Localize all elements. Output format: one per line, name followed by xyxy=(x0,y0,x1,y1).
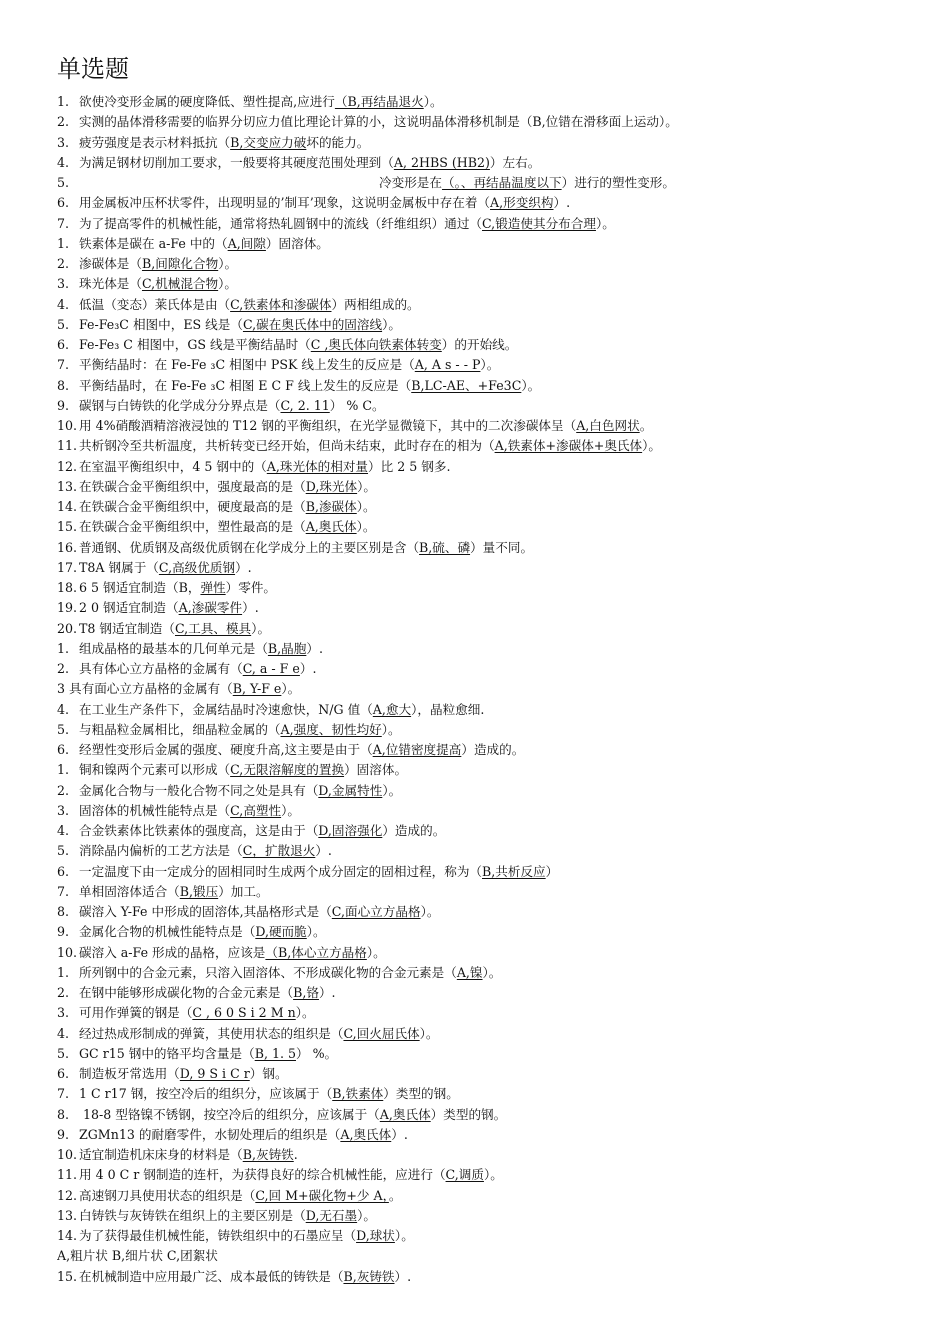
question-text-end: ）。 xyxy=(356,499,376,514)
question-line xyxy=(57,295,937,315)
answer-text: A,镍 xyxy=(456,964,483,980)
question-line xyxy=(57,517,937,537)
answer-text: A,间隙 xyxy=(227,235,266,251)
answer-text: C,无限溶解度的置换 xyxy=(230,762,345,778)
question-number: 1. xyxy=(57,762,70,778)
question-line xyxy=(57,801,937,821)
question-line xyxy=(57,1165,937,1185)
answer-text: A,形变织构 xyxy=(490,195,554,211)
question-text-end: ）. xyxy=(306,640,323,656)
question-text: 碳溶入 Y-Fe 中形成的固溶体,其晶格形式是（ xyxy=(79,904,332,919)
answer-text: B,硫、磷 xyxy=(419,539,471,555)
question-text-end: ）. xyxy=(318,985,336,1000)
question-line xyxy=(57,1267,937,1287)
question-text: 疲劳强度是表示材料抵抗（ xyxy=(79,134,231,150)
question-text-end: ）。 xyxy=(251,620,271,636)
question-number: 10. xyxy=(57,418,78,433)
question-line xyxy=(57,922,937,942)
question-number: 2. xyxy=(57,782,70,798)
question-line xyxy=(57,760,937,780)
question-line xyxy=(57,639,937,659)
question-line xyxy=(57,740,937,760)
question-text: 合金铁素体比铁素体的强度高，这是由于（ xyxy=(79,823,319,838)
question-text: 碳溶入 a-Fe 形成的晶格，应该是 xyxy=(79,944,266,960)
question-number: 9. xyxy=(57,1126,70,1142)
answer-text: A,位错密度提高 xyxy=(372,742,462,757)
answer-text: 弹性 xyxy=(200,580,226,595)
question-number: 5. xyxy=(57,316,70,332)
question-text: 平衡结晶时：在 Fe-Fe ₃C 相图中 PSK 线上发生的反应是（ xyxy=(79,357,415,373)
question-text-end: ） %。 xyxy=(295,1045,338,1061)
answer-text: A,铁素体+渗碳体+奥氏体 xyxy=(494,438,643,454)
answer-text: B, Y-F e xyxy=(232,681,282,697)
question-text: 铜和镍两个元素可以形成（ xyxy=(79,762,231,778)
question-text: 在工业生产条件下，金属结晶时冷速愈快，N/G 值（ xyxy=(79,701,373,717)
answer-text: B,灰铸铁 xyxy=(343,1268,395,1284)
question-text-end: ）。 xyxy=(394,1228,414,1243)
question-line xyxy=(57,943,937,963)
question-number: 4. xyxy=(57,154,70,170)
question-line xyxy=(57,1024,937,1044)
question-list xyxy=(57,92,937,1287)
question-text: 经过热成形制成的弹簧，其使用状态的组织是（ xyxy=(79,1025,344,1041)
question-text-end: ）。 xyxy=(357,1207,377,1223)
question-text-end: ）零件。 xyxy=(225,580,277,595)
answer-text: A,白色网状 xyxy=(576,418,640,433)
answer-text: C,碳在奥氏体中的固溶线 xyxy=(242,316,383,332)
question-number: 12. xyxy=(57,458,78,474)
question-number: 10. xyxy=(57,944,78,960)
question-number: 4. xyxy=(57,701,70,717)
answer-text: C,回 M+碳化物+少 A， xyxy=(255,1187,389,1203)
question-text-end: ）。 xyxy=(281,681,301,697)
question-number: 11. xyxy=(57,438,78,454)
question-text: A,粗片状 B,细片状 C,团絮状 xyxy=(57,1248,218,1264)
question-text: 固溶体的机械性能特点是（ xyxy=(79,802,231,818)
question-line xyxy=(57,1186,937,1206)
question-text: 制造板牙常选用（ xyxy=(79,1066,180,1081)
question-text-end: ）。 xyxy=(218,276,238,292)
question-line xyxy=(57,1044,937,1064)
question-number: 1. xyxy=(57,640,70,656)
question-text: 在铁碳合金平衡组织中，强度最高的是（ xyxy=(79,478,306,494)
question-text: 为了获得最佳机械性能，铸铁组织中的石墨应呈（ xyxy=(79,1228,357,1243)
answer-text: A,愈大 xyxy=(372,701,412,717)
question-number: 8. xyxy=(57,1106,70,1122)
question-number: 4. xyxy=(57,823,70,838)
answer-text: C, 2. 11 xyxy=(280,397,330,413)
question-text-end: ）量不同。 xyxy=(470,539,534,555)
question-text: 具有体心立方晶格的金属有（ xyxy=(79,661,243,676)
question-number: 13. xyxy=(57,478,78,494)
question-text-end: ）。 xyxy=(642,438,662,454)
question-text: 冷变形是在 xyxy=(379,175,442,190)
question-text: 珠光体是（ xyxy=(79,276,142,292)
question-line xyxy=(57,92,937,112)
answer-text: A,奥氏体 xyxy=(379,1106,431,1122)
question-line xyxy=(57,700,937,720)
question-text-end: ）。 xyxy=(483,1167,503,1183)
answer-text: （。、再结晶温度以下 xyxy=(441,175,562,190)
question-text: GC r15 钢中的铬平均含量是（ xyxy=(79,1045,255,1061)
question-number: 6. xyxy=(57,1066,70,1081)
question-number: 9. xyxy=(57,924,70,940)
answer-text: D,球状 xyxy=(356,1228,395,1243)
answer-text: C,高级优质钢 xyxy=(158,559,236,575)
answer-text: B,间隙化合物 xyxy=(141,256,219,271)
question-number: 2. xyxy=(57,661,70,676)
question-number: 1. xyxy=(57,94,70,109)
question-text: 实测的晶体滑移需要的临界分切应力值比理论计算的小，这说明晶体滑移机制是（B,位错在滑移面上运动）。 xyxy=(79,114,678,130)
answer-text: D,金属特性 xyxy=(318,782,383,798)
question-text: 一定温度下由一定成分的固相同时生成两个成分固定的固相过程，称为（ xyxy=(79,863,482,879)
answer-text: A, 2HBS (HB2) xyxy=(393,154,490,170)
question-text-end: ）左右。 xyxy=(489,154,541,170)
answer-text: A,奥氏体 xyxy=(305,519,357,535)
question-line xyxy=(57,1226,937,1246)
question-text-end: ）. xyxy=(315,843,332,859)
question-number: 2. xyxy=(57,114,70,130)
question-line xyxy=(57,841,937,861)
question-text-end: ）钢。 xyxy=(249,1066,288,1081)
question-line xyxy=(57,497,937,517)
answer-text: C , 6 0 S i 2 M n xyxy=(192,1005,296,1021)
question-line xyxy=(57,254,937,274)
question-line xyxy=(57,355,937,375)
question-number: 5. xyxy=(57,175,70,190)
question-line xyxy=(57,416,937,436)
question-text-end: ）。 xyxy=(306,924,326,940)
answer-text: A, A s - - P xyxy=(414,357,481,373)
question-number: 4. xyxy=(57,296,70,312)
question-text: 6 5 钢适宜制造（B， xyxy=(79,580,201,595)
question-text-end: ）类型的钢。 xyxy=(430,1106,507,1122)
question-line xyxy=(57,396,937,416)
question-line xyxy=(57,720,937,740)
question-text: 在钢中能够形成碳化物的合金元素是（ xyxy=(79,985,294,1000)
answer-text: D,珠光体 xyxy=(305,478,358,494)
answer-text: B,锻压 xyxy=(179,883,219,899)
question-text: 在室温平衡组织中，4 5 钢中的（ xyxy=(79,458,267,474)
question-text: 所列钢中的合金元素，只溶入固溶体、不形成碳化物的合金元素是（ xyxy=(79,964,457,980)
question-line xyxy=(57,1206,937,1226)
question-line xyxy=(57,902,937,922)
question-text-end: ）固溶体。 xyxy=(344,762,408,778)
question-text-end: 坏的能力。 xyxy=(306,134,370,150)
question-text: 用 4 0 C r 钢制造的连杆，为获得良好的综合机械性能，应进行（ xyxy=(79,1167,446,1183)
question-text: 在机械制造中应用最广泛、成本最低的铸铁是（ xyxy=(79,1268,344,1284)
answer-text: B,LC-AE、+Fe3C xyxy=(411,377,522,393)
question-number: 7. xyxy=(57,215,70,231)
question-text-end: 。 xyxy=(388,1187,402,1203)
question-number: 7. xyxy=(57,883,70,899)
question-text: 高速钢刀具使用状态的组织是（ xyxy=(79,1187,256,1203)
question-number: 17. xyxy=(57,559,78,575)
question-text: Fe-Fe₃C 相图中，ES 线是（ xyxy=(79,316,243,332)
question-text-end: ）造成的。 xyxy=(382,823,446,838)
question-text-end: ）。 xyxy=(295,1005,315,1021)
answer-text: B,晶胞 xyxy=(267,640,307,656)
question-text: 低温（变态）莱氏体是由（ xyxy=(79,296,231,312)
question-number: 5. xyxy=(57,843,70,859)
question-text-end: ）. xyxy=(299,661,317,676)
question-text: 经塑性变形后金属的强度、硬度升高,这主要是由于（ xyxy=(79,742,373,757)
question-line xyxy=(57,457,937,477)
question-number: 3. xyxy=(57,134,70,150)
question-text: 欲使冷变形金属的硬度降低、塑性提高,应进行 xyxy=(79,94,335,109)
question-line xyxy=(57,214,937,234)
question-text: 为了提高零件的机械性能，通常将热轧圆钢中的流线（纤维组织）通过（ xyxy=(79,215,482,231)
question-text: 3 具有面心立方晶格的金属有（ xyxy=(57,681,233,697)
question-line xyxy=(57,1084,937,1104)
answer-text: C,面心立方晶格 xyxy=(331,904,421,919)
answer-text: D,固溶强化 xyxy=(318,823,383,838)
question-text: 与粗晶粒金属相比，细晶粒金属的（ xyxy=(79,721,281,737)
question-text: 普通钢、优质钢及高级优质钢在化学成分上的主要区别是含（ xyxy=(79,539,420,555)
question-text: 在铁碳合金平衡组织中，塑性最高的是（ xyxy=(79,519,306,535)
answer-text: C,高塑性 xyxy=(230,802,282,818)
question-text-end: ）. xyxy=(553,195,571,211)
answer-text: A,强度、韧性均好 xyxy=(280,721,382,737)
question-number: 13. xyxy=(57,1207,78,1223)
question-text-end: ）进行的塑性变形。 xyxy=(561,175,675,190)
question-number: 18. xyxy=(57,580,78,595)
question-text-end: ）加工。 xyxy=(218,883,269,899)
question-line xyxy=(57,781,937,801)
question-text-end: ）。 xyxy=(381,721,401,737)
answer-text: C,机械混合物 xyxy=(141,276,219,292)
question-number: 16. xyxy=(57,539,78,555)
section-heading: 单选题 xyxy=(57,55,129,83)
question-number: 7. xyxy=(57,357,70,373)
answer-text: B,共析反应 xyxy=(482,863,546,879)
question-text: ZGMn13 的耐磨零件，水韧处理后的组织是（ xyxy=(79,1126,341,1142)
answer-text: C,锻造使其分布合理 xyxy=(482,215,596,231)
question-text-end: ）。 xyxy=(382,782,402,798)
question-text: 平衡结晶时，在 Fe-Fe ₃C 相图 E C F 线上发生的反应是（ xyxy=(79,377,412,393)
question-text-end: ）。 xyxy=(480,357,500,373)
question-number: 3. xyxy=(57,802,70,818)
answer-text: A,渗碳零件 xyxy=(178,600,243,616)
question-line xyxy=(57,1145,937,1165)
question-number: 19. xyxy=(57,600,78,616)
question-text-end: ）的开始线。 xyxy=(441,337,518,352)
question-text-end: ） xyxy=(545,863,559,879)
question-number: 9. xyxy=(57,397,70,413)
question-line xyxy=(57,679,937,699)
question-text: Fe-Fe₃ C 相图中，GS 线是平衡结晶时（ xyxy=(79,337,311,352)
question-number: 6. xyxy=(57,337,70,352)
question-text: T8A 钢属于（ xyxy=(79,559,159,575)
question-line xyxy=(57,821,937,841)
question-text-end: ）. xyxy=(394,1268,412,1284)
question-line xyxy=(57,1246,937,1266)
answer-text: B,交变应力破 xyxy=(230,134,307,150)
answer-text: B,灰铸铁 xyxy=(242,1147,294,1162)
question-line xyxy=(57,1105,937,1125)
answer-text: D,无石墨 xyxy=(305,1207,358,1223)
question-line xyxy=(57,862,937,882)
question-number: 8. xyxy=(57,904,70,919)
question-number: 14. xyxy=(57,499,78,514)
question-text: 单相固溶体适合（ xyxy=(79,883,180,899)
question-text-end: ）。 xyxy=(281,802,300,818)
question-text-end: ）。 xyxy=(420,904,440,919)
question-number: 6. xyxy=(57,863,70,879)
question-line xyxy=(57,1064,937,1084)
question-line xyxy=(57,598,937,618)
answer-text: C,铁素体和渗碳体 xyxy=(230,296,332,312)
question-line xyxy=(57,153,937,173)
answer-text: C, a - F e xyxy=(242,661,300,676)
question-line xyxy=(57,315,937,335)
question-text-end: ）。 xyxy=(366,944,386,960)
answer-text: （B,体心立方晶格 xyxy=(265,944,367,960)
question-text: 1 C r17 钢，按空冷后的组织分，应该属于（ xyxy=(79,1086,333,1102)
answer-text: B,铬 xyxy=(293,985,319,1000)
answer-text: C,回火屈氏体 xyxy=(343,1025,420,1041)
question-line xyxy=(57,983,937,1003)
question-line xyxy=(57,619,937,639)
question-text: 用金属板冲压杯状零件，出现明显的’制耳’现象，这说明金属板中存在着（ xyxy=(79,195,491,211)
answer-text: D, 9 S i C r xyxy=(179,1066,250,1081)
answer-text: C,调质 xyxy=(445,1167,484,1183)
question-line xyxy=(57,112,937,132)
question-line xyxy=(57,1003,937,1023)
question-text-end: ）。 xyxy=(218,256,238,271)
question-line xyxy=(57,558,937,578)
question-text-end: ）。 xyxy=(595,215,615,231)
question-text-end: . xyxy=(293,1147,298,1162)
question-line xyxy=(57,659,937,679)
question-text-end: ），晶粒愈细. xyxy=(411,701,485,717)
question-text: 可用作弹簧的钢是（ xyxy=(79,1005,193,1021)
question-text: 在铁碳合金平衡组织中，硬度最高的是（ xyxy=(79,499,306,514)
question-text-end: ）造成的。 xyxy=(461,742,525,757)
question-text: 共析钢冷至共析温度，共析转变已经开始，但尚未结束，此时存在的相为（ xyxy=(79,438,495,454)
question-line xyxy=(57,477,937,497)
question-text-end: ）。 xyxy=(482,964,502,980)
question-line xyxy=(57,193,937,213)
question-number: 2. xyxy=(57,256,70,271)
answer-text: （B,再结晶退火 xyxy=(334,94,424,109)
question-line xyxy=(57,963,937,983)
question-text: 18-8 型铬镍不锈钢，按空冷后的组织分，应该属于（ xyxy=(79,1106,380,1122)
question-number: 11. xyxy=(57,1167,78,1183)
question-text-end: ） % C。 xyxy=(329,397,385,413)
question-number: 1. xyxy=(57,235,70,251)
question-line xyxy=(57,335,937,355)
question-text-end: ）。 xyxy=(357,478,377,494)
answer-text: B,铁素体 xyxy=(332,1086,384,1102)
question-text: 金属化合物与一般化合物不同之处是具有（ xyxy=(79,782,319,798)
question-number: 15. xyxy=(57,519,78,535)
question-text: 组成晶格的最基本的几何单元是（ xyxy=(79,640,268,656)
question-number: 6. xyxy=(57,195,70,211)
question-number: 1. xyxy=(57,964,70,980)
question-text: 铁素体是碳在 a-Fe 中的（ xyxy=(79,235,228,251)
answer-text: A,奥氏体 xyxy=(340,1126,392,1142)
answer-text: B,渗碳体 xyxy=(305,499,357,514)
question-text-end: ）. xyxy=(235,559,252,575)
question-number: 14. xyxy=(57,1228,78,1243)
question-text-end: ）. xyxy=(391,1126,408,1142)
question-number: 8. xyxy=(57,377,70,393)
question-text: 消除晶内偏析的工艺方法是（ xyxy=(79,843,243,859)
question-line xyxy=(57,1125,937,1145)
answer-text: D,硬而脆 xyxy=(255,924,307,940)
question-number: 15. xyxy=(57,1268,78,1284)
question-text: 2 0 钢适宜制造（ xyxy=(79,600,179,616)
question-text-end: ）。 xyxy=(521,377,541,393)
question-number: 5. xyxy=(57,1045,70,1061)
answer-text: C,工具、模具 xyxy=(174,620,252,636)
question-text: 渗碳体是（ xyxy=(79,256,142,271)
question-line xyxy=(57,436,937,456)
answer-text: A,珠光体的相对量 xyxy=(266,458,369,474)
question-number: 10. xyxy=(57,1147,78,1162)
question-text: 碳钢与白铸铁的化学成分分界点是（ xyxy=(79,397,281,413)
question-text: 为满足钢材切削加工要求，一般要将其硬度范围处理到（ xyxy=(79,154,394,170)
question-number: 6. xyxy=(57,742,70,757)
question-text-end: ）。 xyxy=(382,316,401,332)
question-number: 12. xyxy=(57,1187,78,1203)
question-number: 20. xyxy=(57,620,78,636)
question-text-end: ）。 xyxy=(423,94,443,109)
question-line xyxy=(57,376,937,396)
question-text-end: ）。 xyxy=(419,1025,439,1041)
question-number: 4. xyxy=(57,1025,70,1041)
question-text-end: 。 xyxy=(639,418,653,433)
question-number: 3. xyxy=(57,1005,70,1021)
question-line xyxy=(57,882,937,902)
question-line xyxy=(57,234,937,254)
question-line xyxy=(57,173,937,193)
question-text: 白铸铁与灰铸铁在组织上的主要区别是（ xyxy=(79,1207,306,1223)
question-text-end: ）. xyxy=(242,600,259,616)
question-text: T8 钢适宜制造（ xyxy=(79,620,175,636)
question-line xyxy=(57,133,937,153)
question-number: 2. xyxy=(57,985,70,1000)
answer-text: C ,奥氏体向铁素体转变 xyxy=(310,337,442,352)
answer-text: B, 1. 5 xyxy=(254,1045,296,1061)
question-text: 用 4%硝酸酒精溶液浸蚀的 T12 钢的平衡组织，在光学显微镜下，其中的二次渗碳体呈（ xyxy=(79,418,577,433)
question-text-end: ）比 2 5 钢多. xyxy=(368,458,451,474)
question-text-end: ）两相组成的。 xyxy=(331,296,420,312)
question-text-end: ）固溶体。 xyxy=(265,235,329,251)
question-text-end: ）类型的钢。 xyxy=(383,1086,459,1102)
answer-text: C，扩散退火 xyxy=(242,843,316,859)
question-line xyxy=(57,578,937,598)
question-line xyxy=(57,274,937,294)
question-number: 5. xyxy=(57,721,70,737)
question-text-end: ）。 xyxy=(356,519,376,535)
question-line xyxy=(57,538,937,558)
question-text: 适宜制造机床床身的材料是（ xyxy=(79,1147,243,1162)
question-number: 7. xyxy=(57,1086,70,1102)
question-number: 3. xyxy=(57,276,70,292)
question-text: 金属化合物的机械性能特点是（ xyxy=(79,924,256,940)
